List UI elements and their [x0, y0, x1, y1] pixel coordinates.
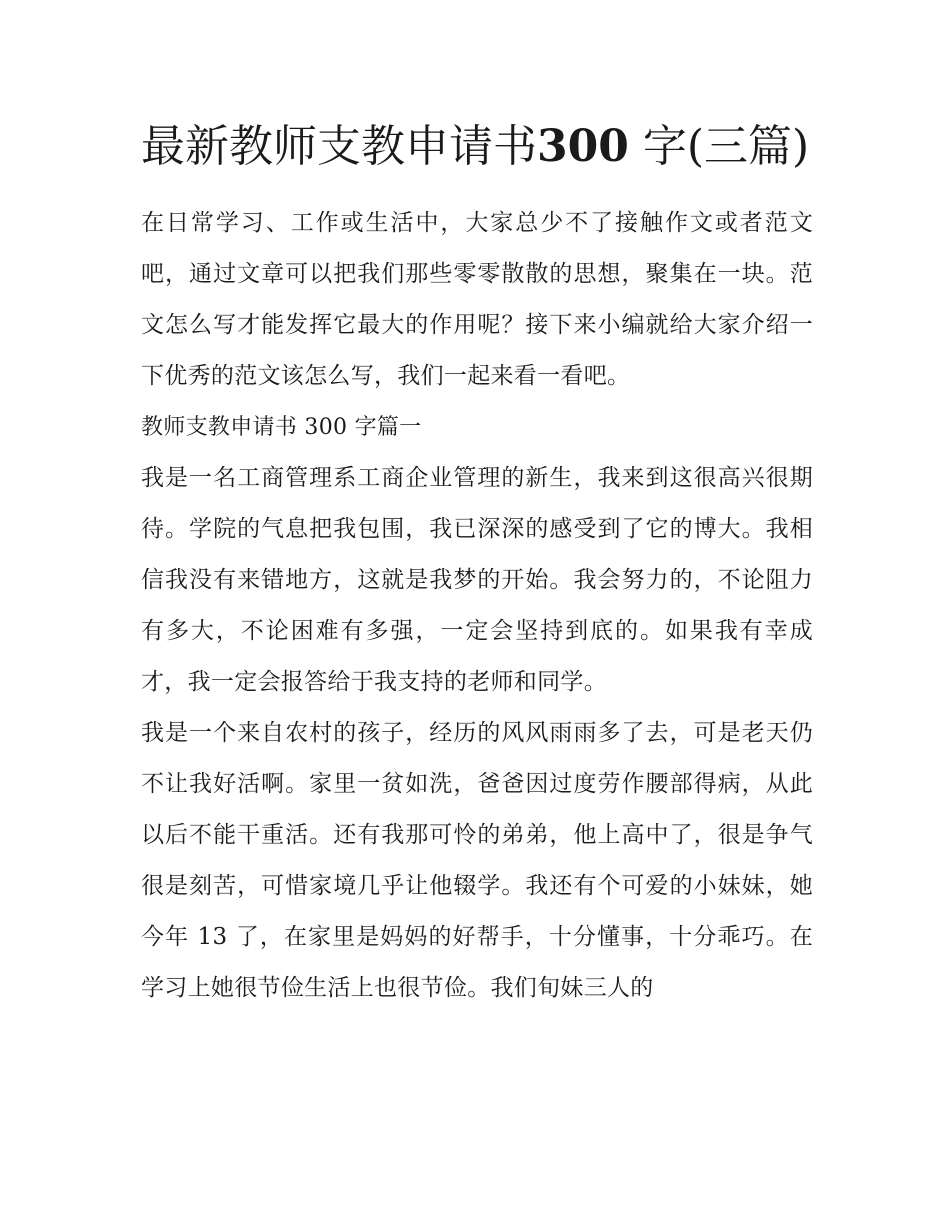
title-suffix: 字(三篇)	[628, 121, 810, 172]
section-heading: 教师支教申请书 300 字篇一	[141, 415, 422, 440]
document-title	[141, 112, 813, 182]
intro-paragraph: 在日常学习、工作或生活中，大家总少不了接触作文或者范文吧，通过文章可以把我们那些零零散散的思想，聚集在一块。范文怎么写才能发挥它最大的作用呢？接下来小编就给大家介绍一下优秀的范文该怎么写，我们一起来看一看吧。	[141, 210, 813, 389]
document-body	[141, 112, 813, 1014]
title-prefix: 最新教师支教申请书	[141, 121, 537, 172]
body-paragraph: 我是一个来自农村的孩子，经历的风风雨雨多了去，可是老天仍不让我好活啊。家里一贫如洗，爸爸因过度劳作腰部得病，从此以后不能干重活。还有我那可怜的弟弟，他上高中了，很是争气很是刻苦，可惜家境几乎让他辍学。我还有个可爱的小妹妹，她今年 13 了，在家里是妈妈的好帮手，十分懂事，十分乖巧。在学习上她很节俭生活上也很节俭。我们旬妹三人的	[141, 720, 813, 1001]
paragraph-list	[141, 198, 813, 1014]
title-number: 300	[537, 121, 629, 172]
body-paragraph: 我是一名工商管理系工商企业管理的新生，我来到这很高兴很期待。学院的气息把我包围，我已深深的感受到了它的博大。我相信我没有来错地方，这就是我梦的开始。我会努力的，不论阻力有多大，不论困难有多强，一定会坚持到底的。如果我有幸成才，我一定会报答给于我支持的老师和同学。	[141, 465, 813, 695]
